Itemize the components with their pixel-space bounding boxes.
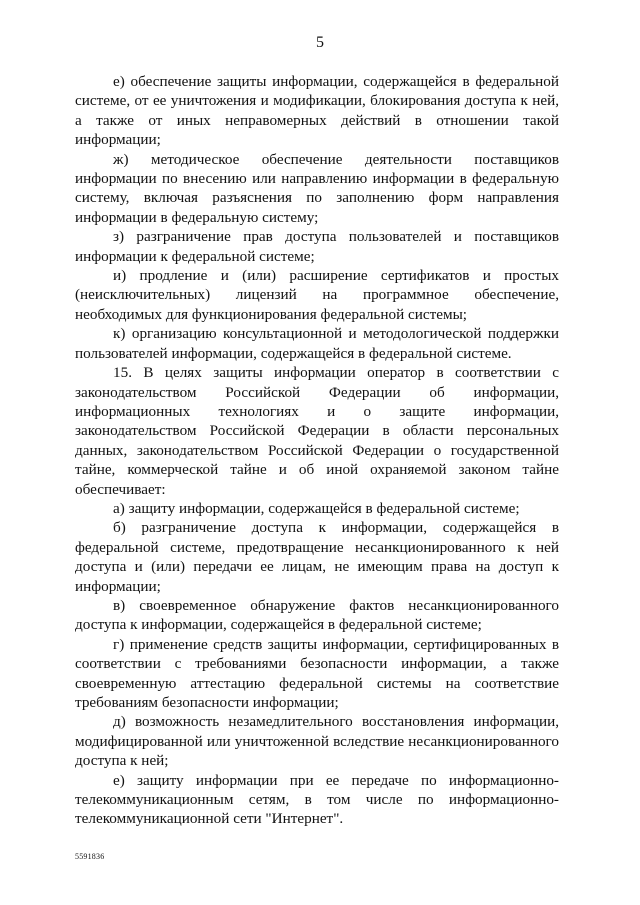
paragraph-z-access-rights: з) разграничение прав доступа пользователей и поставщиков информации к федеральной системе; — [75, 228, 559, 265]
paragraph-d-recovery: д) возможность незамедлительного восстановления информации, модифицированной или уничтоженной вследствие несанкционированного доступа к ней; — [75, 713, 559, 770]
paragraph-zh-methodological-support: ж) методическое обеспечение деятельности поставщиков информации по внесению или направлению информации в федеральную систему, включая разъяснения по заполнению форм направления информации в федеральную систему; — [75, 150, 559, 226]
paragraph-g-certified-tools: г) применение средств защиты информации, сертифицированных в соответствии с требованиями безопасности информации, а также своевременную аттестацию федеральной системы на соответствие требованиям безопасности информации; — [75, 635, 559, 711]
paragraph-b-access-control: б) разграничение доступа к информации, содержащейся в федеральной системе, предотвращение несанкционированного к ней доступа и (или) передачи ее лицам, не имеющим права на доступ к информации; — [75, 519, 559, 595]
document-code: 5591836 — [75, 852, 105, 861]
paragraph-e-transmission: е) защиту информации при ее передаче по информационно-телекоммуникационным сетям, в том числе по информационно-телекоммуникационной сети "Интернет". — [75, 771, 559, 828]
paragraph-v-detection: в) своевременное обнаружение фактов несанкционированного доступа к информации, содержащейся в федеральной системе; — [75, 596, 559, 634]
document-body — [75, 72, 559, 829]
page-number: 5 — [316, 34, 324, 51]
paragraph-i-licenses: и) продление и (или) расширение сертификатов и простых (неисключительных) лицензий на программное обеспечение, необходимых для функционирования федеральной системы; — [75, 267, 559, 323]
paragraph-k-consulting: к) организацию консультационной и методологической поддержки пользователей информации, содержащейся в федеральной системе. — [75, 325, 559, 362]
paragraph-15-intro: 15. В целях защиты информации оператор в соответствии с законодательством Российской Федерации об информации, информационных технологиях и о защите информации, законодательством Российской Федерации в области персональных данных, законодательством Российской Федерации о государственной тайне, коммерческой тайне и об иной охраняемой законом тайне обеспечивает: — [75, 364, 559, 498]
paragraph-e-protection: е) обеспечение защиты информации, содержащейся в федеральной системе, от ее уничтожения и модификации, блокирования доступа к ней, а также от иных неправомерных действий в отношении такой информации; — [75, 73, 559, 149]
paragraph-a-data-protection: а) защиту информации, содержащейся в федеральной системе; — [113, 499, 520, 517]
